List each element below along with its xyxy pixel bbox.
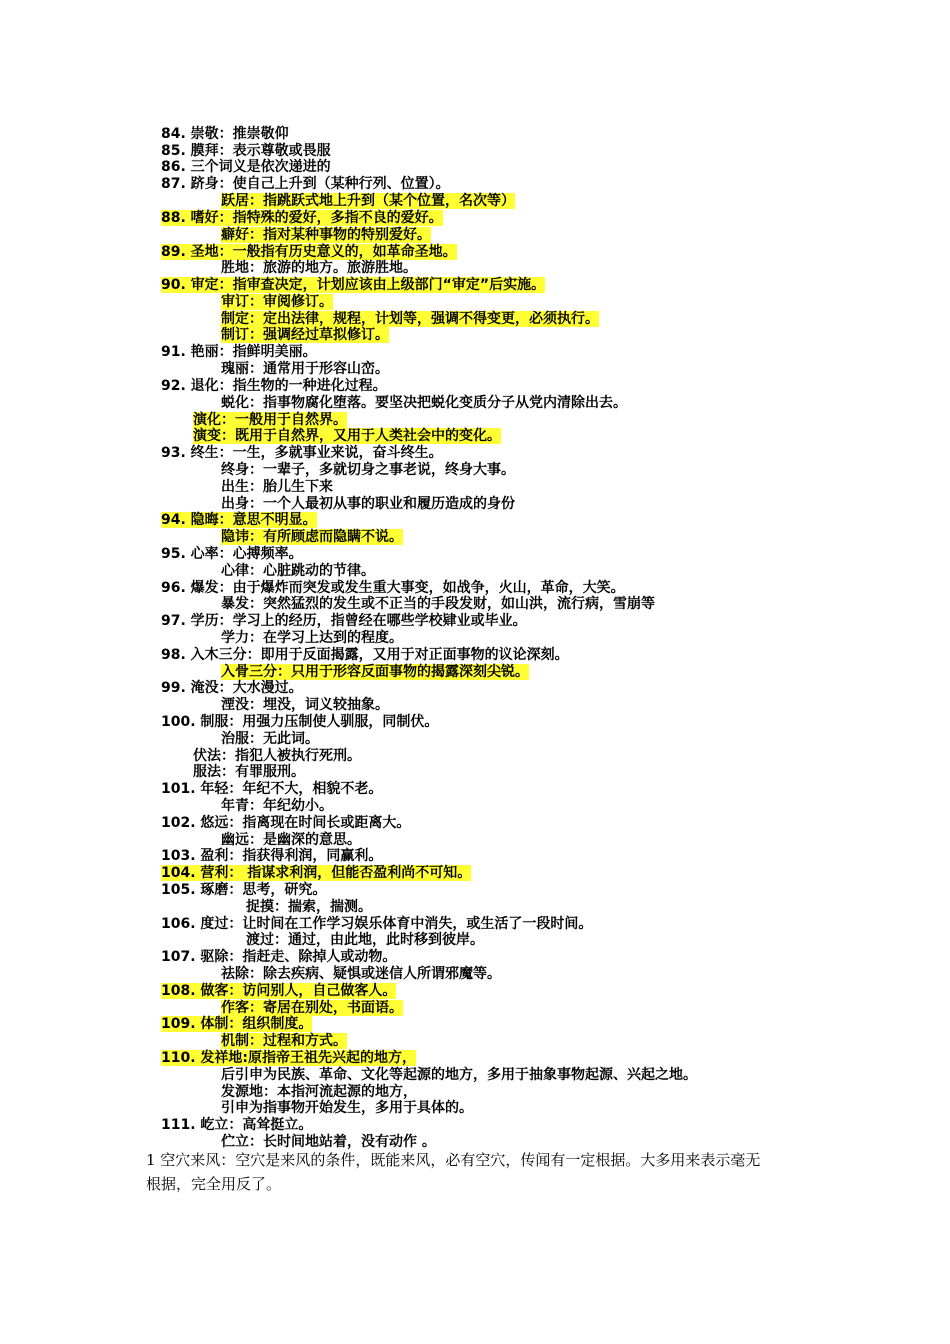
- entry-line: [161, 882, 326, 899]
- entry-line: [221, 798, 333, 815]
- footer-line-2: 根据，完全用反了。: [146, 1175, 282, 1193]
- entry-line: [161, 916, 592, 933]
- entry-text: 年青：年纪幼小。: [221, 798, 333, 814]
- entry-text: 瑰丽：通常用于形容山峦。: [221, 361, 389, 377]
- entry-text: 106. 度过：让时间在工作学习娱乐体育中消失，或生活了一段时间。: [161, 916, 593, 932]
- entry-text: 胜地：旅游的地方。旅游胜地。: [221, 260, 417, 276]
- entry-line: [161, 1117, 312, 1134]
- entry-line: [221, 361, 389, 378]
- entry-line: [221, 1100, 473, 1117]
- entry-line: [161, 344, 317, 361]
- entry-line: [161, 512, 317, 529]
- entry-line: [193, 412, 347, 429]
- entry-text: 103. 盈利：指获得利润，同赢利。: [161, 848, 383, 864]
- entry-text: 96. 爆发：由于爆炸而突发或发生重大事变，如战争，火山，革命，大笑。: [161, 580, 625, 596]
- entry-line: [221, 479, 333, 496]
- entry-line: [193, 748, 361, 765]
- entry-line: [221, 227, 431, 244]
- entry-line: [161, 865, 471, 882]
- entry-line: [221, 1067, 697, 1084]
- footer-line-1: 1 空穴来风：空穴是来风的条件，既能来风，必有空穴，传闻有一定根据。大多用来表示毫无: [146, 1151, 761, 1169]
- entry-line: [161, 680, 303, 697]
- entry-line: [221, 529, 403, 546]
- highlighted-text: 94. 隐晦：意思不明显。: [161, 512, 317, 528]
- entry-text: 终身：一辈子，多就切身之事老说，终身大事。: [221, 462, 515, 478]
- entry-line: [221, 294, 333, 311]
- entry-text: 发源地：本指河流起源的地方，: [221, 1084, 417, 1100]
- entry-line: [193, 764, 305, 781]
- entry-text: 幽远：是幽深的意思。: [221, 832, 361, 848]
- entry-line: [161, 1050, 416, 1067]
- entry-line: [161, 143, 331, 160]
- highlighted-text: 机制：过程和方式。: [221, 1033, 347, 1049]
- entry-line: [221, 731, 319, 748]
- entry-line: [221, 832, 361, 849]
- entry-line: [221, 563, 375, 580]
- highlighted-text: 隐讳：有所顾虑而隐瞒不说。: [221, 529, 403, 545]
- entry-line: [161, 613, 527, 630]
- entry-text: 97. 学历：学习上的经历，指曾经在哪些学校肄业或毕业。: [161, 613, 527, 629]
- entry-line: [221, 630, 403, 647]
- entry-text: 99. 淹没：大水漫过。: [161, 680, 303, 696]
- entry-line: [161, 1016, 312, 1033]
- entry-line: [161, 445, 443, 462]
- entry-text: 心律：心脏跳动的节律。: [221, 563, 375, 579]
- entry-line: [221, 496, 515, 513]
- entry-text: 治服：无此词。: [221, 731, 319, 747]
- highlighted-text: 89. 圣地：一般指有历史意义的，如革命圣地。: [161, 244, 457, 260]
- entry-line: [161, 647, 569, 664]
- highlighted-text: 审订：审阅修订。: [221, 294, 333, 310]
- highlighted-text: 制订：强调经过草拟修订。: [221, 327, 389, 343]
- entry-line: [193, 428, 501, 445]
- highlighted-text: 110. 发祥地:原指帝王祖先兴起的地方，: [161, 1050, 417, 1066]
- highlighted-text: 入骨三分：只用于形容反面事物的揭露深刻尖锐。: [221, 664, 529, 680]
- highlighted-text: 作客：寄居在别处，书面语。: [221, 1000, 403, 1016]
- entry-line: [161, 277, 545, 294]
- entry-text: 84. 崇敬：推崇敬仰: [161, 126, 289, 142]
- entry-text: 100. 制服：用强力压制使人驯服，同制伏。: [161, 714, 439, 730]
- entry-line: [161, 159, 331, 176]
- entry-line: [221, 462, 515, 479]
- entry-text: 101. 年轻：年纪不大，相貌不老。: [161, 781, 383, 797]
- entry-text: 伫立：长时间地站着，没有动作 。: [221, 1134, 436, 1150]
- entry-line: [221, 327, 389, 344]
- entry-line: [161, 126, 289, 143]
- entry-text: 98. 入木三分：即用于反面揭露，又用于对正面事物的议论深刻。: [161, 647, 569, 663]
- entry-text: 服法：有罪服刑。: [193, 764, 305, 780]
- entry-line: [221, 311, 599, 328]
- highlighted-text: 104. 营利： 指谋求利润，但能否盈利尚不可知。: [161, 865, 472, 881]
- entry-text: 107. 驱除：指赶走、除掉人或动物。: [161, 949, 397, 965]
- entry-line: [161, 781, 382, 798]
- entry-line: [246, 932, 484, 949]
- entry-line: [161, 983, 396, 1000]
- entry-text: 87. 跻身：使自己上升到（某种行列、位置）。: [161, 176, 450, 192]
- highlighted-text: 109. 体制：组织制度。: [161, 1016, 313, 1032]
- highlighted-text: 演变：既用于自然界，又用于人类社会中的变化。: [193, 428, 501, 444]
- entry-text: 出身：一个人最初从事的职业和履历造成的身份: [221, 496, 515, 512]
- entry-text: 捉摸：揣索，揣测。: [246, 899, 372, 915]
- entry-line: [221, 1033, 347, 1050]
- entry-line: [221, 1000, 403, 1017]
- entry-line: [161, 244, 457, 261]
- entry-line: [161, 714, 438, 731]
- entry-line: [221, 1134, 436, 1151]
- entry-line: [161, 815, 410, 832]
- entry-line: [221, 966, 501, 983]
- highlighted-text: 癖好：指对某种事物的特别爱好。: [221, 227, 431, 243]
- entry-line: [161, 176, 450, 193]
- highlighted-text: 制定：定出法律，规程，计划等，强调不得变更，必须执行。: [221, 311, 599, 327]
- entry-text: 93. 终生：一生，多就事业来说，奋斗终生。: [161, 445, 443, 461]
- entry-line: [221, 664, 529, 681]
- entry-line: [221, 1084, 417, 1101]
- entry-line: [221, 193, 515, 210]
- entry-text: 后引申为民族、革命、文化等起源的地方，多用于抽象事物起源、兴起之地。: [221, 1067, 697, 1083]
- entry-line: [246, 899, 372, 916]
- entry-text: 蜕化：指事物腐化堕落。要坚决把蜕化变质分子从党内清除出去。: [221, 395, 627, 411]
- entry-text: 学力：在学习上达到的程度。: [221, 630, 403, 646]
- entry-text: 85. 膜拜：表示尊敬或畏服: [161, 143, 331, 159]
- entry-line: [161, 378, 387, 395]
- entry-text: 92. 退化：指生物的一种进化过程。: [161, 378, 387, 394]
- entry-text: 暴发：突然猛烈的发生或不正当的手段发财，如山洪，流行病，雪崩等: [221, 596, 655, 612]
- entry-text: 伏法：指犯人被执行死刑。: [193, 748, 361, 764]
- entry-text: 95. 心率：心搏频率。: [161, 546, 303, 562]
- entry-text: 祛除：除去疾病、疑惧或迷信人所谓邪魔等。: [221, 966, 501, 982]
- entry-text: 105. 琢磨：思考，研究。: [161, 882, 327, 898]
- entry-text: 91. 艳丽：指鲜明美丽。: [161, 344, 317, 360]
- entry-text: 渡过：通过，由此地，此时移到彼岸。: [246, 932, 484, 948]
- highlighted-text: 108. 做客：访问别人，自己做客人。: [161, 983, 397, 999]
- entry-line: [161, 580, 625, 597]
- entry-line: [161, 949, 396, 966]
- entry-text: 111. 屹立：高耸挺立。: [161, 1117, 313, 1133]
- entry-line: [221, 596, 655, 613]
- entry-line: [161, 210, 443, 227]
- entry-line: [221, 260, 417, 277]
- entry-text: 引申为指事物开始发生，多用于具体的。: [221, 1100, 473, 1116]
- entry-line: [221, 697, 389, 714]
- entry-text: 86. 三个词义是依次递进的: [161, 159, 331, 175]
- entry-text: 湮没：埋没，词义较抽象。: [221, 697, 389, 713]
- entry-line: [161, 546, 303, 563]
- highlighted-text: 跃居：指跳跃式地上升到（某个位置，名次等）: [221, 193, 515, 209]
- entry-line: [221, 395, 627, 412]
- highlighted-text: 90. 审定：指审查决定，计划应该由上级部门“审定”后实施。: [161, 277, 546, 293]
- highlighted-text: 88. 嗜好：指特殊的爱好，多指不良的爱好。: [161, 210, 443, 226]
- highlighted-text: 演化：一般用于自然界。: [193, 412, 347, 428]
- entry-line: [161, 848, 382, 865]
- entry-text: 出生：胎儿生下来: [221, 479, 333, 495]
- entry-text: 102. 悠远：指离现在时间长或距离大。: [161, 815, 411, 831]
